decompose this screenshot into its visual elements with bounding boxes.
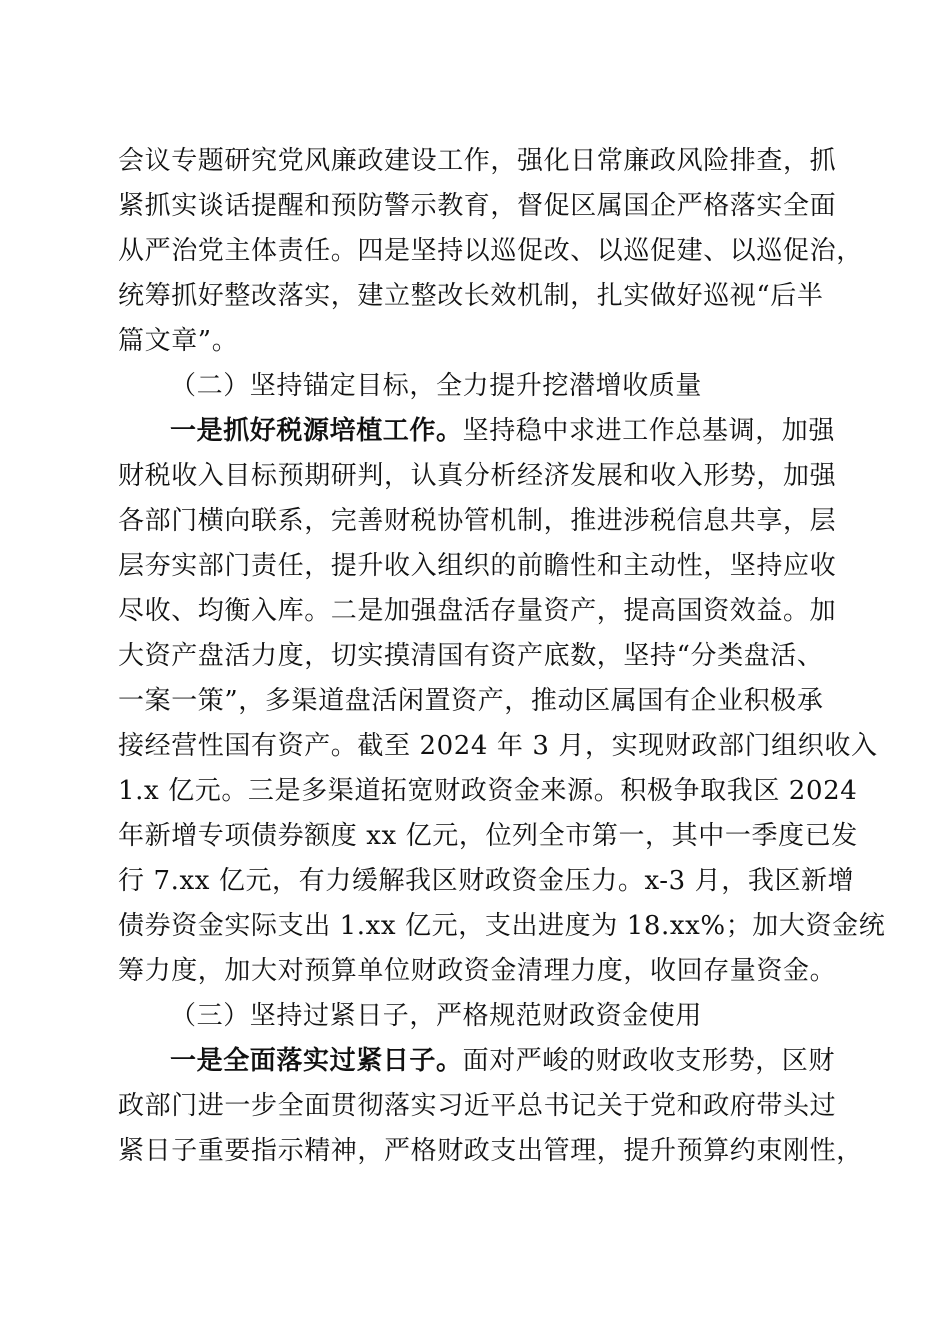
paragraph-2-lead: 一是抓好税源培植工作。 <box>170 416 463 446</box>
paragraph-1-line: 会议专题研究党风廉政建设工作，强化日常廉政风险排查，抓 <box>118 146 837 176</box>
section-heading-2: （二）坚持锚定目标，全力提升挖潜增收质量 <box>170 371 703 401</box>
paragraph-2-line: 筹力度，加大对预算单位财政资金清理力度，收回存量资金。 <box>118 956 837 986</box>
paragraph-3-first-line-rest: 面对严峻的财政收支形势，区财 <box>462 1046 836 1076</box>
paragraph-2-first-line-rest: 坚持稳中求进工作总基调，加强 <box>462 416 836 446</box>
paragraph-3-first-line <box>170 1043 890 1079</box>
paragraph-2-line: 年新增专项债券额度 xx 亿元，位列全市第一，其中一季度已发 <box>118 821 858 851</box>
paragraph-2-line: 财税收入目标预期研判，认真分析经济发展和收入形势，加强 <box>118 461 837 491</box>
paragraph-1-line: 从严治党主体责任。四是坚持以巡促改、以巡促建、以巡促治， <box>118 236 863 266</box>
paragraph-1-line: 篇文章”。 <box>118 326 239 356</box>
paragraph-3-line: 政部门进一步全面贯彻落实习近平总书记关于党和政府带头过 <box>118 1091 837 1121</box>
paragraph-2-line: 大资产盘活力度，切实摸清国有资产底数，坚持“分类盘活、 <box>118 641 824 671</box>
paragraph-2-line: 行 7.xx 亿元，有力缓解我区财政资金压力。x-3 月，我区新增 <box>118 866 855 896</box>
paragraph-2-first-line <box>170 413 890 449</box>
paragraph-2-line: 债券资金实际支出 1.xx 亿元，支出进度为 18.xx%；加大资金统 <box>118 911 886 941</box>
paragraph-3-lead: 一是全面落实过紧日子。 <box>170 1046 463 1076</box>
paragraph-1-line: 统筹抓好整改落实，建立整改长效机制，扎实做好巡视“后半 <box>118 281 824 311</box>
paragraph-2-line: 层夯实部门责任，提升收入组织的前瞻性和主动性，坚持应收 <box>118 551 837 581</box>
paragraph-2-line: 各部门横向联系，完善财税协管机制，推进涉税信息共享，层 <box>118 506 837 536</box>
paragraph-2-line: 接经营性国有资产。截至 2024 年 3 月，实现财政部门组织收入 <box>118 731 878 761</box>
paragraph-2-line: 一案一策”，多渠道盘活闲置资产，推动区属国有企业积极承 <box>118 686 824 716</box>
section-heading-3: （三）坚持过紧日子，严格规范财政资金使用 <box>170 1001 703 1031</box>
paragraph-2-line: 尽收、均衡入库。二是加强盘活存量资产，提高国资效益。加 <box>118 596 837 626</box>
paragraph-2-line: 1.x 亿元。三是多渠道拓宽财政资金来源。积极争取我区 2024 <box>118 776 858 806</box>
paragraph-3-line: 紧日子重要指示精神，严格财政支出管理，提升预算约束刚性， <box>118 1136 863 1166</box>
paragraph-1-line: 紧抓实谈话提醒和预防警示教育，督促区属国企严格落实全面 <box>118 191 837 221</box>
